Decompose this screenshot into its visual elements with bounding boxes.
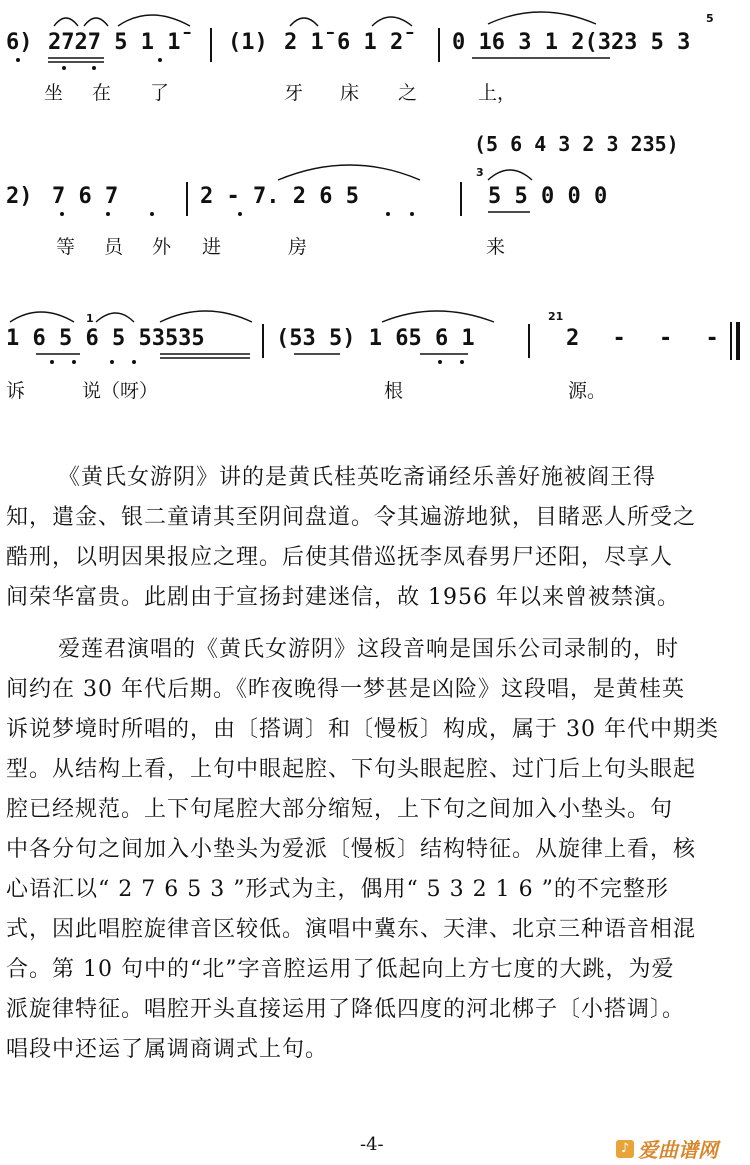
note-group: 5 5 0 0 0: [488, 184, 608, 209]
lyric: 牙: [284, 82, 304, 104]
note-group: (5 6 4 3 2 3 235): [474, 132, 679, 156]
text-line: 知，遣金、银二童请其至阴间盘道。令其遍游地狱，目睹恶人所受之: [6, 505, 697, 530]
lyric: 上，: [478, 82, 517, 104]
note-group: 6): [6, 30, 33, 55]
lyric: 进: [202, 236, 222, 258]
text-line: 爱莲君演唱的《黄氏女游阴》这段音响是国乐公司录制的，时: [58, 637, 680, 662]
text-line: 式，因此唱腔旋律音区较低。演唱中冀东、天津、北京三种语音相混: [6, 917, 697, 942]
grace-note: 5: [706, 12, 714, 25]
lyric: 源。: [568, 380, 607, 402]
note-group: (1): [228, 30, 268, 55]
text-line: 型。从结构上看，上句中眼起腔、下句头眼起腔、过门后上句头眼起: [6, 757, 697, 782]
note-group: 2 - 7. 2 6 5: [200, 184, 359, 209]
lyric: 之: [398, 82, 418, 104]
watermark-logo: [616, 1134, 718, 1163]
note-group: 2 - - -: [566, 326, 729, 351]
note-group: (53 5) 1 65 6 1: [276, 326, 475, 351]
lyric: 坐: [44, 82, 64, 104]
music-note-icon: ♪: [616, 1140, 634, 1158]
text-line: 中各分句之间加入小垫头为爱派〔慢板〕结构特征。从旋律上看，核: [6, 837, 697, 862]
note-group: 2): [6, 184, 33, 209]
note-group: 0 16 3 1 2(323 5 3: [452, 30, 691, 55]
note-group: 7 6 7: [52, 184, 119, 209]
lyric: 在: [92, 82, 112, 104]
watermark-text: 爱曲谱网: [638, 1138, 718, 1162]
lyric: 诉: [6, 380, 26, 402]
lyric: 根: [384, 380, 404, 402]
text-line: 间荣华富贵。此剧由于宣扬封建迷信，故 1956 年以来曾被禁演。: [6, 585, 680, 610]
text-line: 诉说梦境时所唱的，由〔搭调〕和〔慢板〕构成，属于 30 年代中期类: [6, 717, 719, 742]
page-number: -4-: [360, 1134, 384, 1155]
text-line: 《黄氏女游阴》讲的是黄氏桂英吃斋诵经乐善好施被阎王得: [58, 465, 657, 490]
note-group: 2 1̄ 6 1 2̄: [284, 30, 404, 55]
lyric: 说（呀）: [82, 380, 159, 402]
lyric: 床: [340, 82, 360, 104]
lyric: 等: [56, 236, 76, 258]
grace-note: 21: [548, 310, 564, 323]
text-line: 酷刑，以明因果报应之理。后使其借巡抚李凤春男尸还阳，尽享人: [6, 545, 674, 570]
score-notation-marks: [0, 0, 750, 420]
text-line: 间约在 30 年代后期。《昨夜晚得一梦甚是凶险》这段唱，是黄桂英: [6, 677, 685, 702]
lyric: 来: [486, 236, 506, 258]
text-line: 合。第 10 句中的“北”字音腔运用了低起向上方七度的大跳，为爱: [6, 957, 675, 982]
text-line: 派旋律特征。唱腔开头直接运用了降低四度的河北梆子〔小搭调〕。: [6, 997, 686, 1022]
text-line: 唱段中还运了属调商调式上句。: [6, 1037, 329, 1062]
note-group: 2727 5 1 1̄: [48, 30, 181, 55]
note-group: 1 6 5 6 5 53535: [6, 326, 205, 351]
lyric: 房: [288, 236, 308, 258]
lyric: 外: [152, 236, 172, 258]
lyric: 了: [150, 82, 170, 104]
text-line: 腔已经规范。上下句尾腔大部分缩短，上下句之间加入小垫头。句: [6, 797, 674, 822]
grace-note: 3: [476, 166, 484, 179]
lyric: 员: [104, 236, 124, 258]
text-line: 心语汇以“ 2 7 6 5 3 ”形式为主，偶用“ 5 3 2 1 6 ”的不完整形: [6, 877, 669, 902]
grace-note: 1: [86, 312, 94, 325]
